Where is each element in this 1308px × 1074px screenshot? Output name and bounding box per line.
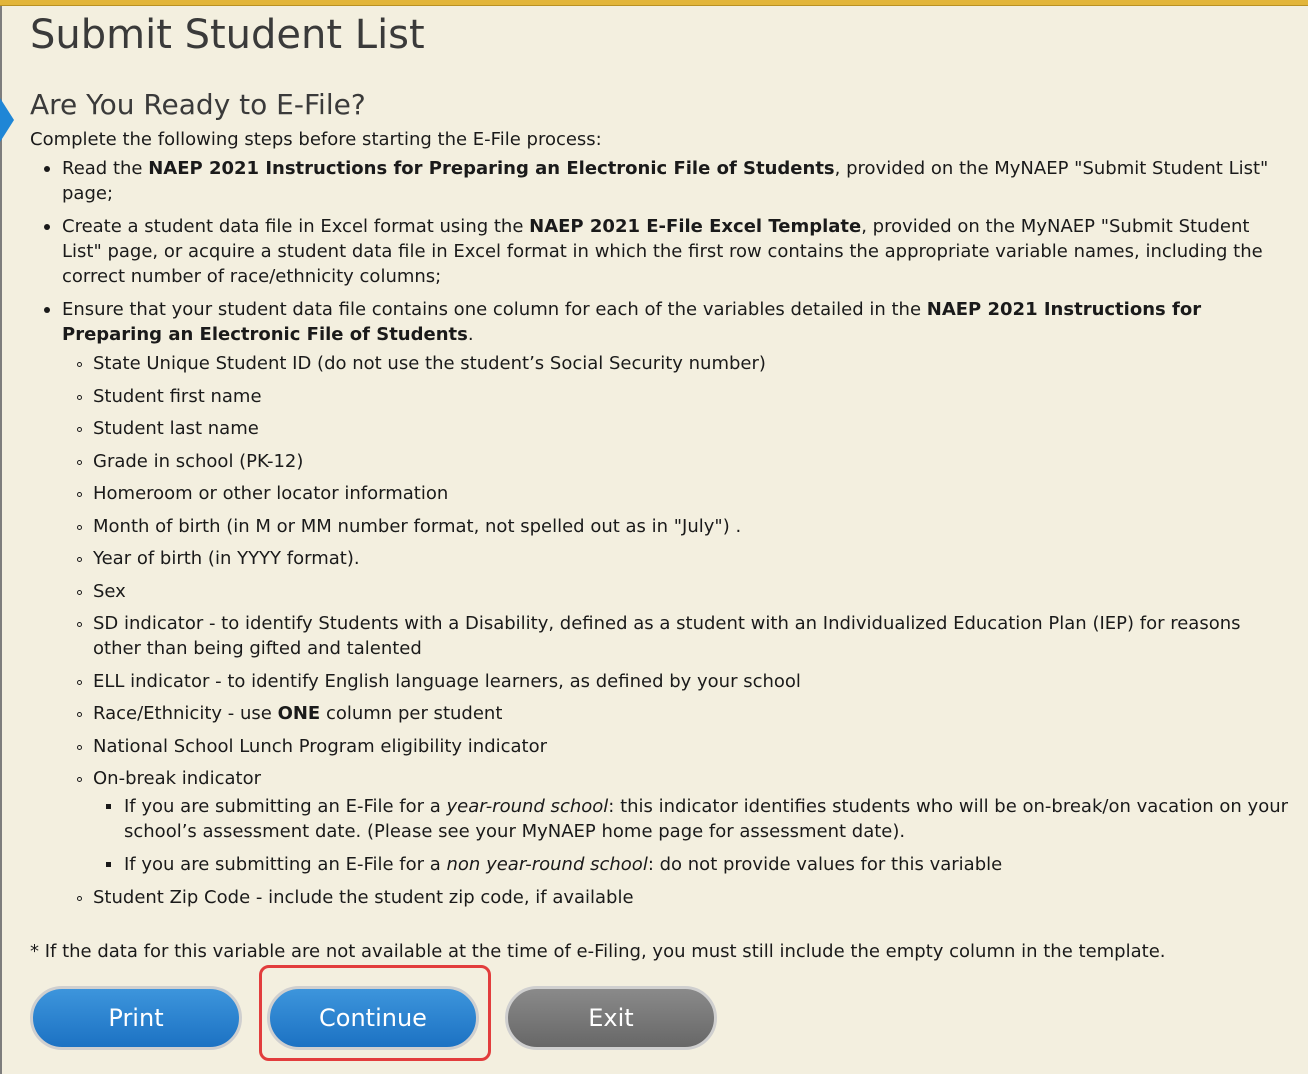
list-item: Race/Ethnicity - use ONE column per student — [62, 701, 1290, 726]
list-item: Student first name — [62, 384, 1290, 409]
top-accent-bar — [0, 0, 1308, 6]
page-title: Submit Student List — [30, 12, 425, 58]
list-item: Homeroom or other locator information — [62, 481, 1290, 506]
list-item: Student last name — [62, 416, 1290, 441]
list-item: If you are submitting an E-File for a year-round school: this indicator identifies students who will be on-break/on vacation on your school’s assessment date. (Please see your MyNAEP home page for assessment date). — [93, 794, 1290, 844]
step-read-instructions: Read the NAEP 2021 Instructions for Preparing an Electronic File of Students, provided on the MyNAEP "Submit Student List" page; — [30, 156, 1290, 206]
print-button[interactable]: Print — [30, 986, 242, 1050]
list-item-on-break: On-break indicator If you are submitting an E-File for a year-round school: this indicator identifies students who will be on-break/on vacation on your school’s assessment date. (Please see your MyNAEP home page for assessment date). If you are submitting an E-File for a non year-round school: do not provide values for this variable — [62, 766, 1290, 877]
current-step-arrow-icon — [0, 98, 14, 142]
footnote: * If the data for this variable are not available at the time of e-Filing, you must still include the empty column in the template. — [30, 941, 1166, 962]
continue-highlight-box — [259, 965, 491, 1061]
on-break-sublist — [93, 794, 1290, 877]
step-create-data-file: Create a student data file in Excel format using the NAEP 2021 E-File Excel Template, provided on the MyNAEP "Submit Student List" page, or acquire a student data file in Excel format in which the first row contains the appropriate variable names, including the correct number of race/ethnicity columns; — [30, 214, 1290, 289]
variables-list — [62, 351, 1290, 910]
list-item: SD indicator - to identify Students with a Disability, defined as a student with an Individualized Education Plan (IEP) for reasons other than being gifted and talented — [62, 611, 1290, 661]
exit-button[interactable]: Exit — [505, 986, 717, 1050]
list-item: State Unique Student ID (do not use the student’s Social Security number) — [62, 351, 1290, 376]
section-title: Are You Ready to E-File? — [30, 88, 366, 121]
step-ensure-columns: Ensure that your student data file contains one column for each of the variables detailed in the NAEP 2021 Instructions for Preparing an Electronic File of Students. State Unique Student ID (do not use the student’s Social Security number) Student first name Student last name Grade in school (PK-12) Homeroom or other locator information Month of birth (in M or MM number format, not spelled out as in "July") . Year of birth (in YYYY format). Sex SD indicator - to identify Students with a Disability, defined as a student with an Individualized Education Plan (IEP) for reasons other than being gifted and talented ELL indicator - to identify English language learners, as defined by your school Race/Ethnicity - use ONE column per student National School Lunch Program eligibility indicator On-break indicator If you are submitting an E-File for a year-round school: this indicator identifies students who will be on-break/on vacation on your school’s assessment date. (Please see your MyNAEP home page for assessment date). If you are submitting an E-File for a non year-round school: do not provide values for this variable Student Zip Code - include the student zip code, if available — [30, 297, 1290, 910]
intro-text: Complete the following steps before starting the E-File process: — [30, 129, 602, 150]
list-item: Month of birth (in M or MM number format, not spelled out as in "July") . — [62, 514, 1290, 539]
main-content — [30, 10, 1290, 964]
left-edge-border — [0, 6, 2, 1074]
list-item: Sex — [62, 579, 1290, 604]
continue-button[interactable]: Continue — [267, 986, 479, 1050]
list-item: Year of birth (in YYYY format). — [62, 546, 1290, 571]
list-item: ELL indicator - to identify English language learners, as defined by your school — [62, 669, 1290, 694]
list-item: Grade in school (PK-12) — [62, 449, 1290, 474]
list-item: If you are submitting an E-File for a non year-round school: do not provide values for this variable — [93, 852, 1290, 877]
list-item: National School Lunch Program eligibility indicator — [62, 734, 1290, 759]
list-item: Student Zip Code - include the student zip code, if available — [62, 885, 1290, 910]
steps-list — [30, 156, 1290, 910]
